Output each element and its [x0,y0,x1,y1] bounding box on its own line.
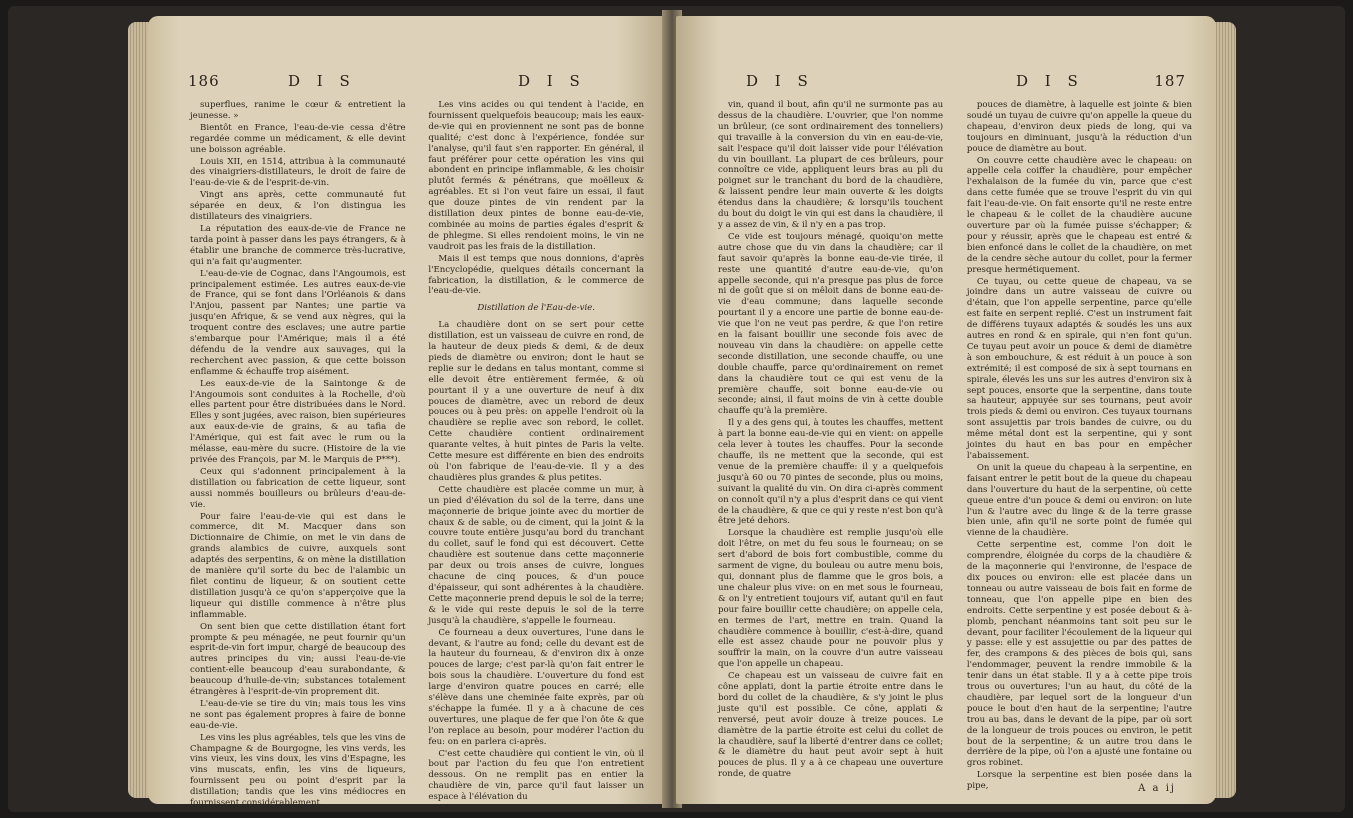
paragraph: La réputation des eaux-de-vie de France ne tarda point à passer dans les pays étrangers, & à établir une branche de commerce très-lucrative, qui n'a fait qu'augmenter. [190,223,406,267]
paragraph: L'eau-de-vie de Cognac, dans l'Angoumois, est principalement estimée. Les autres eaux-de-vie de France, qui se font dans l'Orléanois & dans l'Anjou, passent par Nantes; une partie va jusqu'en Afrique, & se vend aux nègres, qui la troquent contre des esclaves; une autre partie s'embarque pour l'Amérique; mais il a été défendu de la vendre aux sauvages, qui la recherchent avec passion, & que cette boisson enflamme & échauffe trop aisément. [190,268,406,377]
paragraph: Les vins acides ou qui tendent à l'acide, en fournissent quelquefois beaucoup; mais les eaux-de-vie qui en proviennent ne sont pas de bonne qualité; c'est donc à l'expérience, fondée sur l'analyse, qu'il faut s'en rapporter. En général, il faut préférer pour cette opération les vins qui abondent en principe inflammable, & les choisir plutôt fermés & pénétrans, que moëlleux & agréables. Et si l'on veut faire un essai, il faut que douze pintes de vin rendent par la distillation deux pintes de bonne eau-de-vie, combinée au moins de parties égales d'esprit & de phlegme. Si elles rendoient moins, le vin ne vaudroit pas les frais de la distillation. [428,100,644,252]
left-column-1 [190,100,406,809]
book-spread [8,6,1345,812]
left-page-edges [128,22,150,798]
left-columns [190,100,644,809]
left-column-2 [428,100,644,803]
paragraph: Louis XII, en 1514, attribua à la communauté des vinaigriers-distillateurs, le droit de faire de l'eau-de-vie & de l'esprit-de-vin. [190,156,406,189]
right-head-word-2: D I S [1016,72,1084,90]
paragraph: Cette serpentine est, comme l'on doit le comprendre, éloignée du corps de la chaudière & de la maçonnerie qui l'environne, de l'espace de dix pouces ou environ: elle est placée dans un tonneau ou autre vaisseau de bois fait en forme de tonneau, que l'on appelle pipe en bien des endroits. Cette serpentine y est posée debout & à-plomb, penchant néanmoins tant soit peu sur le devant, pour faciliter l'écoulement de la liqueur qui y passe: elle y est assujettie ou par des pattes de fer, des crampons & des pièces de bois qui, sans l'endommager, peuvent la rendre immobile & la tenir dans un état stable. Il y a à cette pipe trois trous ou ouvertures; l'un au haut, du côté de la chaudière, par lequel sort de la longueur d'un pouce le bout d'en haut de la serpentine; l'autre trou au bas, dans le devant de la pipe, par où sort de la longueur de trois pouces ou environ, le petit bout de la serpentine; & un autre trou dans le derrière de la pipe, où l'on a ajusté une fontaine ou gros robinet. [966,540,1192,769]
left-head-word-2: D I S [518,72,586,90]
paragraph: vin, quand il bout, afin qu'il ne surmonte pas au dessus de la chaudière. L'ouvrier, que l'on nomme un brûleur, (ce sont ordinairement des tonneliers) qui travaille à la conversion du vin en eau-de-vie, sait l'espace qu'il doit laisser vide pour l'élévation du vin bouillant. La plupart de ces brûleurs, pour connoître ce vide, appliquent leurs bras au pli du poignet sur le tranchant du bord de la chaudière, & laissent pendre leur main ouverte & les doigts étendus dans la chaudière; & lorsqu'ils touchent du bout du doigt le vin qui est dans la chaudière, il y a assez de vin, & il n'y en a pas trop. [718,100,944,230]
paragraph: On couvre cette chaudière avec le chapeau: on appelle cela coiffer la chaudière, pour empêcher l'exhalaison de la fumée du vin, parce que c'est dans cette fumée que se trouve l'esprit du vin qui fait l'eau-de-vie. On fait ensorte qu'il ne reste entre le chapeau & le collet de la chaudière aucune ouverture par où la fumée puisse s'échapper; & pour y réussir, après que le chapeau est entré & bien enfoncé dans le collet de la chaudière, on met de la cendre sèche autour du collet, pour la fermer presque hermétiquement. [966,155,1192,275]
paragraph: Cette chaudière est placée comme un mur, à un pied d'élévation du sol de la terre, dans une maçonnerie de brique jointe avec du mortier de chaux & de sable, ou de ciment, qui la joint & la couvre toute entière jusqu'au bord du tranchant du collet, sauf le fond qui est découvert. Cette chaudière est soutenue dans cette maçonnerie par deux ou trois anses de cuivre, longues chacune de cinq pouces, & d'un pouce d'épaisseur, qui sont adhérentes à la chaudière. Cette maçonnerie prend depuis le sol de la terre; & le vide qui reste depuis le sol de la terre jusqu'à la chaudière, s'appelle le fourneau. [428,484,644,626]
paragraph: Ce chapeau est un vaisseau de cuivre fait en cône applati, dont la partie étroite entre dans le bord du collet de la chaudière, & s'y joint le plus juste qu'il est possible. Ce cône, applati & renversé, peut avoir douze à treize pouces. Le diamètre de la partie étroite est celui du collet de la chaudière, sauf la liberté d'entrer dans ce collet; & le diamètre du haut peut avoir sept à huit pouces de plus. Il y a à ce chapeau une ouverture ronde, de quatre [718,671,944,780]
paragraph: L'eau-de-vie se tire du vin; mais tous les vins ne sont pas également propres à faire de bonne eau-de-vie. [190,698,406,731]
paragraph: superflues, ranime le cœur & entretient la jeunesse. » [190,100,406,121]
left-page-number: 186 [188,72,220,90]
paragraph: La chaudière dont on se sert pour cette distillation, est un vaisseau de cuivre en rond, de la hauteur de deux pieds & demi, & de deux pieds de diamètre ou environ; dont le haut se replie sur le dedans en talus montant, comme si elle devoit être entièrement fermée, & où pourtant il y a une ouverture de neuf à dix pouces de diamètre, avec un rebord de deux pouces ou à peu près: on appelle l'endroit où la chaudière se replie avec son rebord, le collet. Cette chaudière contient ordinairement quarante veltes, à huit pintes de Paris la velte. Cette mesure est différente en bien des endroits où l'on fabrique de l'eau-de-vie. Il y a des chaudières plus grandes & plus petites. [428,320,644,483]
paragraph: Bientôt en France, l'eau-de-vie cessa d'être regardée comme un médicament, & elle devint une boisson agréable. [190,122,406,155]
paragraph: Ce fourneau a deux ouvertures, l'une dans le devant, & l'autre au fond; celle du devant est de la hauteur du fourneau, & d'environ dix à onze pouces de large; c'est par-là qu'on fait entrer le bois sous la chaudière. L'ouverture du fond est large d'environ quatre pouces en carré; elle s'élève dans une cheminée faite exprès, par où s'échappe la fumée. Il y a à chacune de ces ouvertures, une plaque de fer que l'on ôte & que l'on replace au besoin, pour modérer l'action du feu: on en parlera ci-après. [428,627,644,747]
paragraph: Ce vide est toujours ménagé, quoiqu'on mette autre chose que du vin dans la chaudière; car il faut savoir qu'après la bonne eau-de-vie tirée, il reste une quantité d'autre eau-de-vie, qu'on appelle seconde, qui n'a presque pas plus de force ni de goût que si on mêloit dans de bonne eau-de-vie d'eau commune; dans laquelle seconde pourtant il y a encore une partie de bonne eau-de-vie que l'on ne veut pas perdre, & que l'on retire en la faisant bouillir une seconde fois avec de nouveau vin dans la chaudière: on appelle cette seconde distillation, une seconde chauffe, ou une double chauffe, parce qu'ordinairement on remet dans la chaudière tout ce qui est venu de la première chauffe, soit bonne eau-de-vie ou seconde; ainsi, il faut moins de vin à cette double chauffe qu'à la première. [718,231,944,417]
paragraph: Ceux qui s'adonnent principalement à la distillation ou fabrication de cette liqueur, sont aussi nommés bouilleurs ou brûleurs d'eau-de-vie. [190,466,406,510]
right-page [676,16,1216,804]
paragraph: Ce tuyau, ou cette queue de chapeau, va se joindre dans un autre vaisseau de cuivre ou d'étain, que l'on appelle serpentine, parce qu'elle est faite en serpent replié. C'est un instrument fait de différens tuyaux adaptés & soudés les uns aux autres en rond & en spirale, qui n'en font qu'un. Ce tuyau peut avoir un pouce & demi de diamètre à son embouchure, & est réduit à un pouce à son extrémité; il est composé de six à sept tournans en spirale, élevés les uns sur les autres d'environ six à sept pouces, ensorte que la serpentine, dans toute sa hauteur, appuyée sur ses tournans, peut avoir trois pieds & demi ou environ. Ces tuyaux tournans sont assujettis par trois bandes de cuivre, ou du même métal dont est la serpentine, qui y sont jointes du haut en bas pour en empêcher l'abaissement. [966,276,1192,461]
paragraph: On sent bien que cette distillation étant fort prompte & peu ménagée, ne peut fournir qu'un esprit-de-vin fort impur, chargé de beaucoup des autres principes du vin; aussi l'eau-de-vie contient-elle beaucoup d'eau surabondante, & beaucoup d'huile-de-vin; substances totalement étrangères à l'esprit-de-vin proprement dit. [190,621,406,698]
paragraph: On unit la queue du chapeau à la serpentine, en faisant entrer le petit bout de la queue du chapeau dans l'ouverture du haut de la serpentine, où cette queue entre d'un pouce & demi ou environ: on lute l'un & l'autre avec du linge & de la terre grasse bien unie, afin qu'il ne sorte point de fumée qui vienne de la chaudière. [966,462,1192,539]
right-column-1 [718,100,943,784]
paragraph: pouces de diamètre, à laquelle est jointe & bien soudé un tuyau de cuivre qu'on appelle la queue du chapeau, d'environ deux pieds de long, qui va toujours en diminuant, jusqu'à la réduction d'un pouce de diamètre au bout. [966,100,1193,154]
left-head-word-1: D I S [288,72,356,90]
right-head-word-1: D I S [746,72,814,90]
left-page [148,16,668,809]
section-heading: Distillation de l'Eau-de-vie. [477,303,596,314]
paragraph: Lorsque la chaudière est remplie jusqu'où elle doit l'être, on met du feu sous le fourneau; on se sert d'abord de bois fort combustible, comme du sarment de vigne, du bouleau ou autre menu bois, qui, donnant plus de flamme que le gros bois, a une chaleur plus vive: on en met sous le fourneau, & on l'y entretient toujours vif, autant qu'il en faut pour faire bouillir cette chaudière; on appelle cela, en termes de l'art, mettre en train. Quand la chaudière commence à bouillir, c'est-à-dire, quand elle est assez chaude pour ne pouvoir plus y souffrir la main, on la couvre d'un autre vaisseau que l'on appelle un chapeau. [718,528,944,670]
paragraph: Pour faire l'eau-de-vie qui est dans le commerce, dit M. Macquer dans son Dictionnaire de Chimie, on met le vin dans de grands alambics de cuivre, auxquels sont adaptés des serpentins, & on mène la distillation de manière qu'il sorte du bec de l'alambic un filet continu de liqueur, & on soutient cette distillation jusqu'à ce qu'on s'apperçoive que la liqueur qui distille commence à n'être plus inflammable. [190,511,406,620]
paragraph: Mais il est temps que nous donnions, d'après l'Encyclopédie, quelques détails concernant la fabrication, la distillation, & le commerce de l'eau-de-vie. [428,253,644,297]
paragraph: C'est cette chaudière qui contient le vin, où il bout par l'action du feu que l'on entretient dessous. On ne remplit pas en entier la chaudière de vin, parce qu'il faut laisser un espace à l'élévation du [428,748,644,803]
paragraph: Il y a des gens qui, à toutes les chauffes, mettent à part la bonne eau-de-vie qui en vient: on appelle cela lever à toutes les chauffes. Pour la seconde chauffe, ils ne mettent que la seconde, qui est venue de la première chauffe: il y a quelquefois jusqu'à 60 ou 70 pintes de seconde, plus ou moins, suivant la qualité du vin. On dira ci-après comment on connoît qu'il n'y a plus d'esprit dans ce qui vient de la chaudière, & que ce qui y reste n'est bon qu'à être jeté dehors. [718,418,944,527]
paragraph: Lorsque la serpentine est bien posée dans la pipe, [966,770,1192,792]
right-running-head [716,72,1186,94]
signature-mark: A a ij [1138,783,1176,794]
left-running-head [188,72,638,94]
paragraph: Les eaux-de-vie de la Saintonge & de l'Angoumois sont conduites à la Rochelle, d'où elles partent pour être distribuées dans le Nord. Elles y sont jugées, avec raison, bien supérieures aux eaux-de-vie de grains, & au tafia de l'Amérique, qui est fait avec le rum ou la mélasse, eau-mère du sucre. (Histoire de la vie privée des François, par M. le Marquis de P***). [190,378,406,465]
paragraph: Vingt ans après, cette communauté fut séparée en deux, & l'on distingua les distillateurs des vinaigriers. [190,190,406,223]
paragraph: Les vins les plus agréables, tels que les vins de Champagne & de Bourgogne, les vins verds, les vins vieux, les vins doux, les vins d'Espagne, les vins muscats, enfin, les vins de liqueurs, fournissent peu ou point d'esprit par la distillation; tandis que les vins médiocres en fournissent considérablement. [190,732,406,809]
right-page-edges [1214,22,1236,798]
right-page-number: 187 [1154,72,1186,90]
